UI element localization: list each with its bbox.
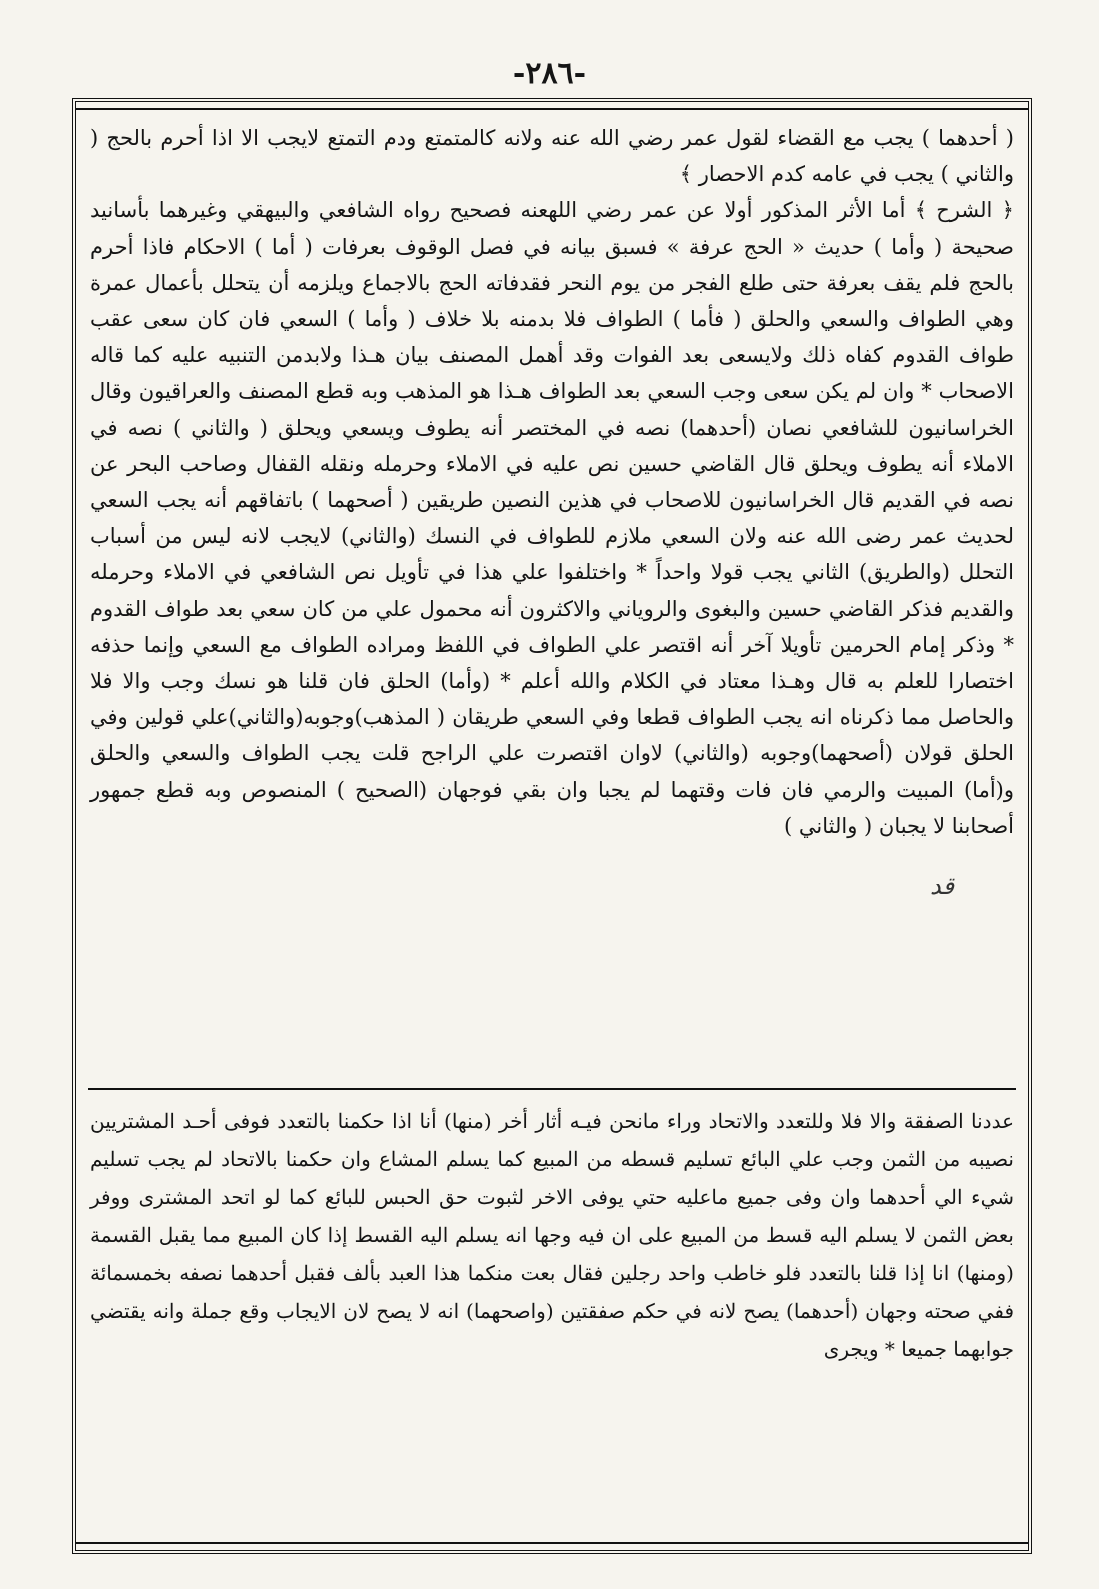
footnote-separator <box>88 1088 1016 1090</box>
page-frame <box>72 98 1032 1554</box>
page-number: -٢٨٦- <box>512 56 587 91</box>
frame-top-rule <box>76 108 1028 110</box>
footnote-paragraph: عددنا الصفقة والا فلا وللتعدد والاتحاد وراء مانحن فيـه أثار أخر (منها) أنا اذا حكمنا بالتعدد فوفى أحـد المشتريين نصيبه من الثمن وجب علي البائع تسليم قسطه من المبيع كما يسلم المشاع وان حكمنا بالاتحاد لم يجب تسليم شيء الي أحدهما وان وفى جميع ماعليه حتي يوفى الاخر لثبوت حق الحبس للبائع كما لو اتحد المشترى ووفر بعض الثمن لا يسلم اليه قسط من المبيع على ان فيه وجها انه يسلم اليه القسط إذا كان المبيع مما يقبل القسمة (ومنها) انا إذا قلنا بالتعدد فلو خاطب واحد رجلين فقال بعت منكما هذا العبد بألف فقبل أحدهما نصفه بخمسمائة ففي صحته وجهان (أحدهما) يصح لانه في حكم صفقتين (واصحهما) انه لا يصح لان الايجاب وقع جملة وانه يقتضي جوابهما جميعا * ويجرى <box>90 1109 1014 1361</box>
main-paragraph: ( أحدهما ) يجب مع القضاء لقول عمر رضي الله عنه ولانه كالمتمتع ودم التمتع لايجب الا اذا أحرم بالحج ( والثاني ) يجب في عامه كدم الاحصار ﴾ <box>90 126 1014 187</box>
main-paragraph: ﴿ الشرح ﴾ أما الأثر المذكور أولا عن عمر رضي اللهعنه فصحيح رواه الشافعي والبيهقي وغيرهما بأسانيد صحيحة ( وأما ) حديث « الحج عرفة » فسبق بيانه في فصل الوقوف بعرفات ( أما ) الاحكام فاذا أحرم بالحج فلم يقف بعرفة حتى طلع الفجر من يوم النحر فقدفاته الحج بالاجماع ويلزمه أن يتحلل بأعمال عمرة وهي الطواف والسعي والحلق ( فأما ) الطواف فلا بدمنه بلا خلاف ( وأما ) السعي فان كان سعى عقب طواف القدوم كفاه ذلك ولايسعى بعد الفوات وقد أهمل المصنف بيان هـذا ولابدمن التنبيه عليه كما قاله الاصحاب * وان لم يكن سعى وجب السعي بعد الطواف هـذا هو المذهب وبه قطع المصنف والعراقيون وقال الخراسانيون للشافعي نصان (أحدهما) نصه في المختصر أنه يطوف ويسعي ويحلق ( والثاني ) نصه في الاملاء أنه يطوف ويحلق قال القاضي حسين نص عليه في الاملاء وحرمله ونقله القفال وصاحب البحر عن نصه في القديم قال الخراسانيون للاصحاب في هذين النصين طريقين ( أصحهما ) باتفاقهم أنه يجب السعي لحديث عمر رضى الله عنه ولان السعي ملازم للطواف في النسك (والثاني) لايجب لانه ليس من أسباب التحلل (والطريق) الثاني يجب قولا واحداً * واختلفوا علي هذا في تأويل نص الشافعي في الاملاء وحرمله والقديم فذكر القاضي حسين والبغوى والروياني والاكثرون أنه محمول علي من كان سعي بعد طواف القدوم * وذكر إمام الحرمين تأويلا آخر أنه اقتصر علي الطواف في اللفظ ومراده الطواف مع السعي وإنما حذفه اختصارا للعلم به قال وهـذا معتاد في الكلام والله أعلم * (وأما) الحلق فان قلنا هو نسك وجب والا فلا والحاصل مما ذكرناه انه يجب الطواف قطعا وفي السعي طريقان ( المذهب)وجوبه(والثاني)علي قولين وفي الحلق قولان (أصحهما)وجوبه (والثاني) لاوان اقتصرت علي الراجح قلت يجب الطواف والسعي والحلق و(أما) المبيت والرمي فان فات وقتهما لم يجبا وان بقي فوجهان (الصحيح ) المنصوص وبه قطع جمهور أصحابنا لا يجبان ( والثاني ) <box>90 198 1014 838</box>
margin-handwritten-note: قد <box>930 872 955 900</box>
main-text-block <box>90 120 1014 844</box>
footnote-text-block <box>90 1102 1014 1368</box>
frame-bottom-rule <box>76 1542 1028 1544</box>
